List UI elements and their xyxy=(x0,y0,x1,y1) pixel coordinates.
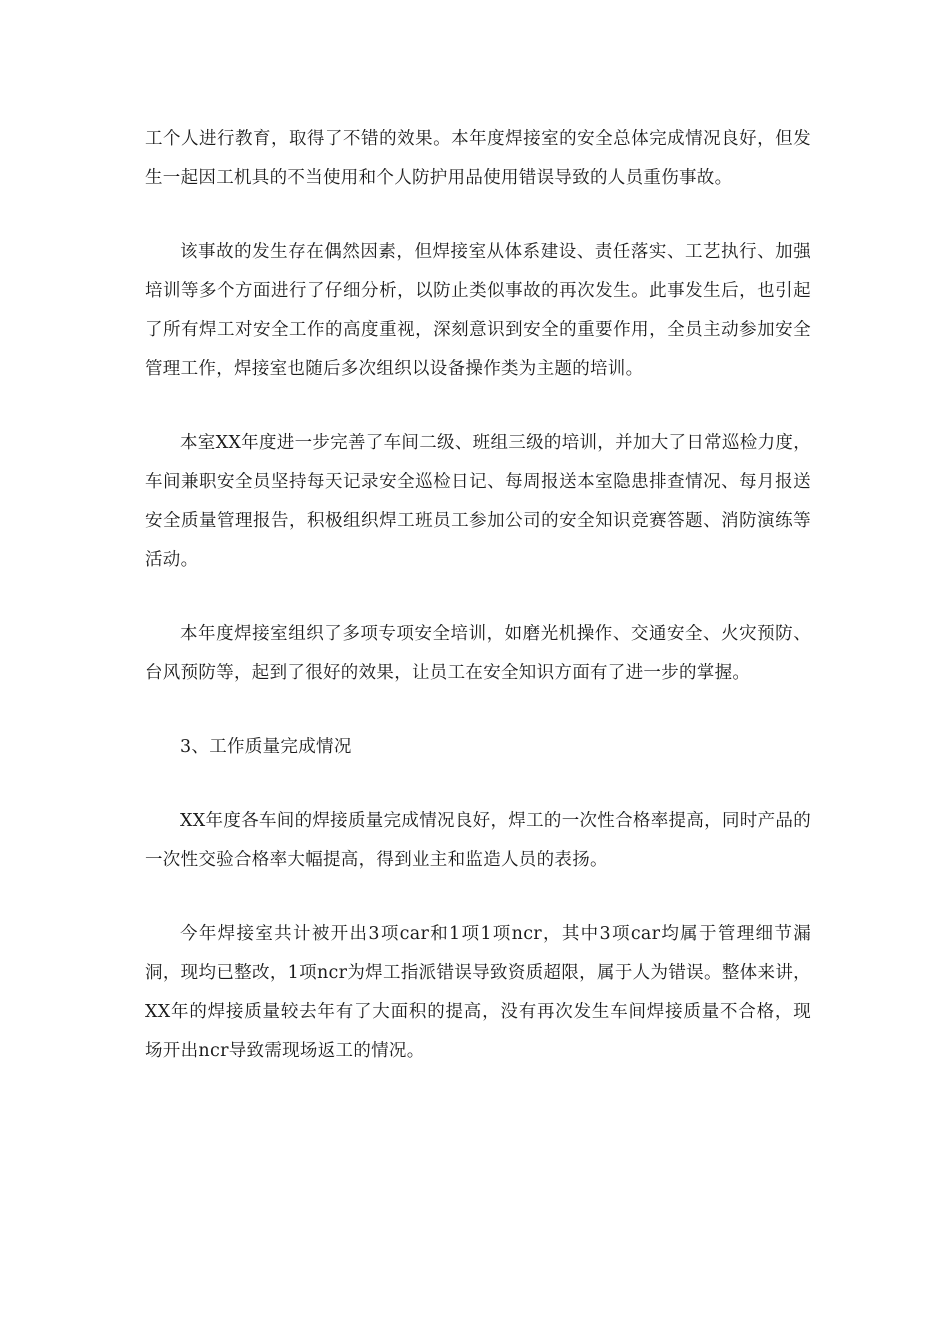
paragraph-special-training: 本年度焊接室组织了多项专项安全培训，如磨光机操作、交通安全、火灾预防、台风预防等，起到了很好的效果，让员工在安全知识方面有了进一步的掌握。 xyxy=(145,624,811,683)
paragraph-car-ncr: 今年焊接室共计被开出3项car和1项1项ncr，其中3项car均属于管理细节漏洞，现均已整改，1项ncr为焊工指派错误导致资质超限，属于人为错误。整体来讲，XX年的焊接质量较去年有了大面积的提高，没有再次发生车间焊接质量不合格，现场开出ncr导致需现场返工的情况。 xyxy=(145,924,811,1061)
paragraph-training-inspection: 本室XX年度进一步完善了车间二级、班组三级的培训，并加大了日常巡检力度，车间兼职安全员坚持每天记录安全巡检日记、每周报送本室隐患排查情况、每月报送安全质量管理报告，积极组织焊工班员工参加公司的安全知识竞赛答题、消防演练等活动。 xyxy=(145,433,811,570)
section-heading-quality: 3、工作质量完成情况 xyxy=(180,737,352,757)
paragraph-safety-summary: 工个人进行教育，取得了不错的效果。本年度焊接室的安全总体完成情况良好，但发生一起因工机具的不当使用和个人防护用品使用错误导致的人员重伤事故。 xyxy=(145,129,811,188)
paragraph-quality-summary: XX年度各车间的焊接质量完成情况良好，焊工的一次性合格率提高，同时产品的一次性交验合格率大幅提高，得到业主和监造人员的表扬。 xyxy=(145,811,811,870)
document-body xyxy=(145,120,811,1106)
paragraph-accident-analysis: 该事故的发生存在偶然因素，但焊接室从体系建设、责任落实、工艺执行、加强培训等多个方面进行了仔细分析，以防止类似事故的再次发生。此事发生后，也引起了所有焊工对安全工作的高度重视，深刻意识到安全的重要作用，全员主动参加安全管理工作，焊接室也随后多次组织以设备操作类为主题的培训。 xyxy=(145,242,811,379)
